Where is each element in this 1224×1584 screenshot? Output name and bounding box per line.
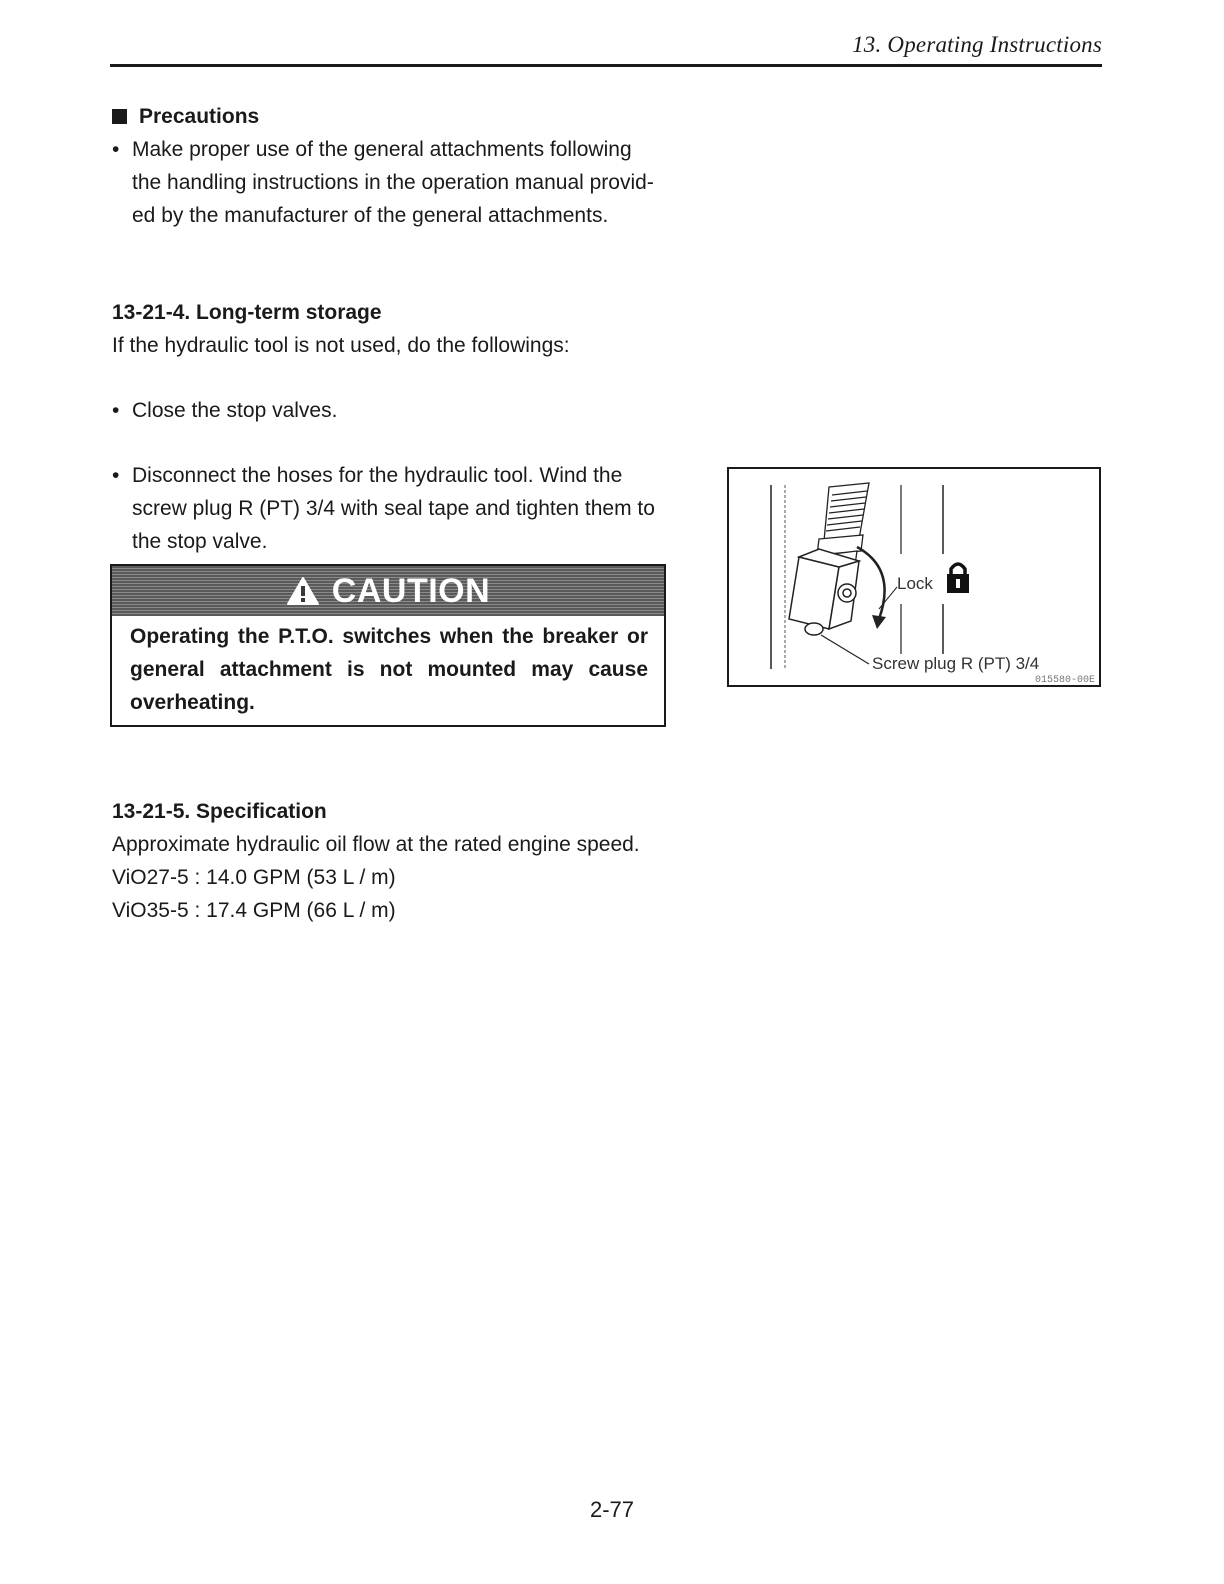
warning-triangle-icon <box>286 576 320 606</box>
caution-box <box>110 564 666 727</box>
square-bullet-icon <box>112 109 127 124</box>
figure-code: 015580-00E <box>1034 675 1095 685</box>
caution-message <box>112 616 664 719</box>
storage-bullet-close-valves <box>112 394 668 427</box>
text-line: Make proper use of the general attachments following <box>132 138 632 161</box>
text-line: ViO35-5 : 17.4 GPM (66 L / m) <box>112 899 396 922</box>
stop-valve-illustration <box>729 469 1099 685</box>
precautions-bullet <box>112 133 668 232</box>
text-line: the stop valve. <box>132 530 268 553</box>
caution-label: CAUTION <box>331 571 491 610</box>
specification-body <box>112 828 640 927</box>
bullet-dot-icon: • <box>112 399 120 422</box>
text-line: ViO27-5 : 14.0 GPM (53 L / m) <box>112 866 396 889</box>
text-line: the handling instructions in the operation manual provid- <box>132 171 654 194</box>
padlock-icon <box>947 564 969 593</box>
stop-valve-figure <box>727 467 1101 687</box>
bullet-text: Close the stop valves. <box>132 399 338 422</box>
screw-plug-label: Screw plug R (PT) 3/4 <box>872 654 1040 673</box>
section-title: 13. Operating Instructions <box>852 32 1102 57</box>
bullet-dot-icon: • <box>112 464 120 487</box>
text-line: general attachment is not mounted may cause <box>130 658 648 681</box>
precautions-bullet-text <box>132 133 668 232</box>
storage-heading: 13-21-4. Long-term storage <box>112 301 382 324</box>
precautions-heading <box>112 100 259 133</box>
page-number: 2-77 <box>589 1497 635 1522</box>
text-line: Operating the P.T.O. switches when the breaker or <box>130 625 648 648</box>
bullet-dot-icon: • <box>112 138 120 161</box>
storage-intro: If the hydraulic tool is not used, do the followings: <box>112 334 570 357</box>
lock-label: Lock <box>897 574 933 593</box>
text-line: Disconnect the hoses for the hydraulic tool. Wind the <box>132 464 623 487</box>
precautions-heading-text: Precautions <box>139 105 260 128</box>
specification-heading: 13-21-5. Specification <box>112 800 327 823</box>
storage-bullet-disconnect-hoses <box>112 459 668 558</box>
text-line: ed by the manufacturer of the general attachments. <box>132 204 609 227</box>
header-divider <box>110 64 1102 67</box>
text-line: overheating. <box>130 691 255 714</box>
caution-banner <box>112 566 664 616</box>
text-line: screw plug R (PT) 3/4 with seal tape and tighten them to <box>132 497 655 520</box>
text-line: Approximate hydraulic oil flow at the rated engine speed. <box>112 833 640 856</box>
bullet-text <box>132 459 668 558</box>
